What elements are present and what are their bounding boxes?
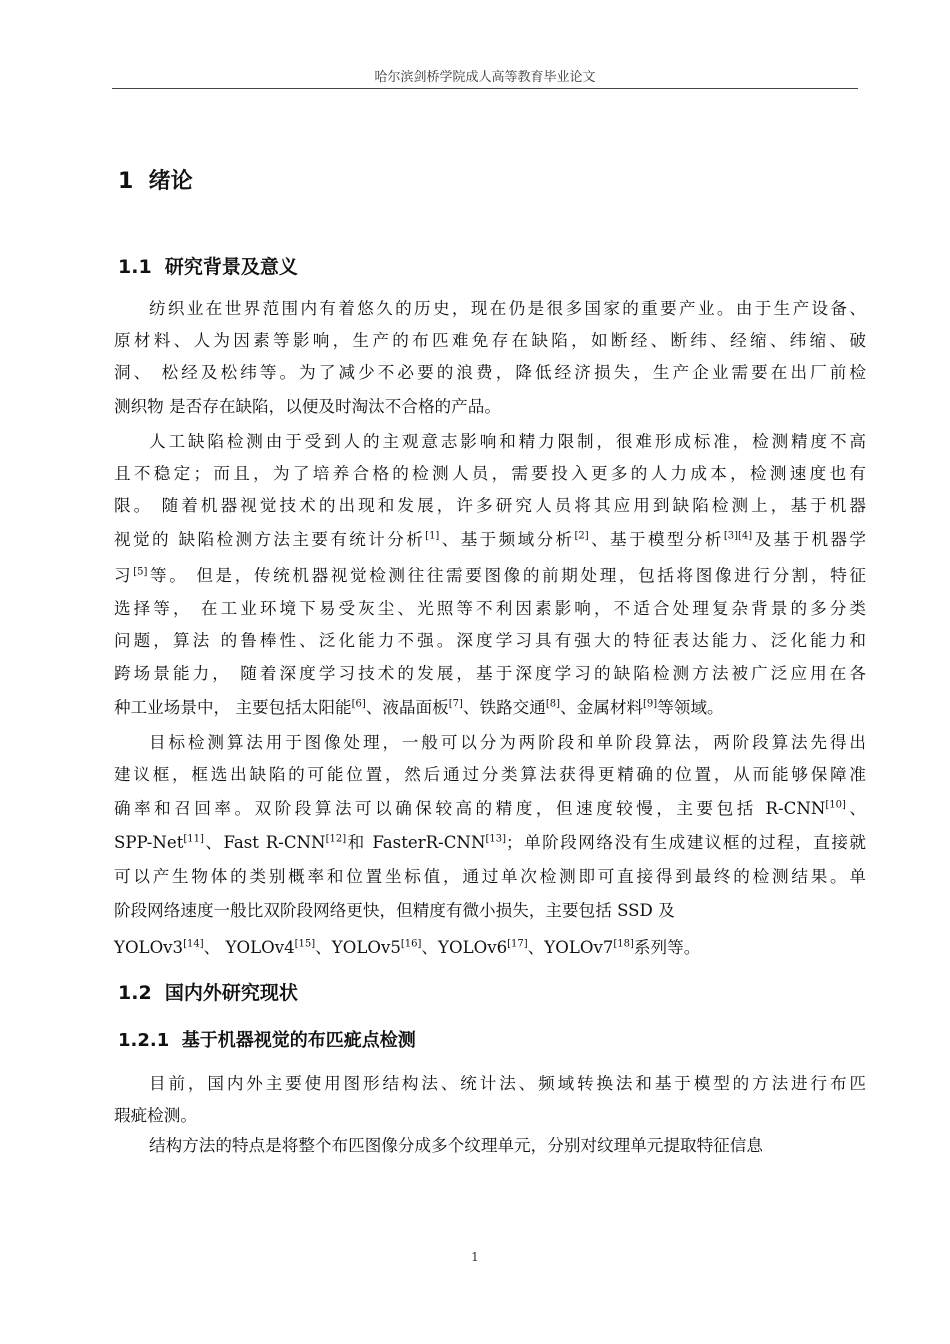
citation: [12] [325,833,347,845]
text-run: 、 YOLOv4 [203,938,295,957]
chapter-number: 1 [118,169,134,194]
text-run: 和 FasterR-CNN [346,833,486,852]
citation: [16] [400,938,422,950]
p3-line-6: 阶段网络速度一般比双阶段网络更快，但精度有微小损失，主要包括 SSD 及 [114,901,675,920]
citation: [8] [545,698,561,710]
p2-line-4 [114,525,866,555]
text-run: 、Fast R-CNN [203,833,326,852]
text-run: 、基于频域分析 [439,530,575,549]
text-run: 、 [845,799,867,818]
text-run: 、YOLOv6 [421,938,508,957]
text-run: 等。 但是，传统机器视觉检测往往需要图像的前期处理，包括将图像进行分割，特征 [147,566,867,585]
p1-line-1: 纺织业在世界范围内有着悠久的历史，现在仍是很多国家的重要产业。由于生产设备、 [149,299,866,318]
page-number: 1 [471,1250,479,1264]
citation: [11] [183,833,204,845]
text-run: 、基于模型分析 [588,530,724,549]
p1-line-3: 洞、 松经及松纬等。为了减少不必要的浪费，降低经济损失，生产企业需要在出厂前检 [114,363,866,382]
section-heading-1-2 [118,978,298,1005]
p3-line-3 [114,794,866,824]
p4-line-1: 目前，国内外主要使用图形结构法、统计法、频域转换法和基于模型的方法进行布匹 [149,1074,866,1093]
text-run: 视觉的 缺陷检测方法主要有统计分析 [114,530,426,549]
p2-line-7: 问题，算法 的鲁棒性、泛化能力不强。深度学习具有强大的特征表达能力、泛化能力和 [114,631,866,650]
citation: [7] [448,698,463,710]
citation: [2] [574,530,589,542]
chapter-heading [118,164,193,195]
text-run: 习 [114,566,134,585]
p3-line-2: 建议框，框选出缺陷的可能位置，然后通过分类算法获得更精确的位置，从而能够保障准 [114,765,866,784]
text-run: 等领域。 [657,698,724,717]
p2-line-3: 限。 随着机器视觉技术的出现和发展，许多研究人员将其应用到缺陷检测上，基于机器 [114,496,866,515]
text-run: 、YOLOv5 [315,938,401,957]
p3-line-1: 目标检测算法用于图像处理，一般可以分为两阶段和单阶段算法，两阶段算法先得出 [149,733,866,752]
running-header: 哈尔滨剑桥学院成人高等教育毕业论文 [374,70,596,85]
section-title: 国内外研究现状 [164,982,298,1004]
p2-line-9 [114,693,866,723]
citation: [1] [425,530,440,542]
p1-line-4: 测织物 是否存在缺陷，以便及时淘汰不合格的产品。 [114,397,501,416]
text-run: 、YOLOv7 [527,938,614,957]
text-run: 种工业场景中， 主要包括太阳能 [114,698,352,717]
section-number: 1.1 [118,256,152,278]
subsection-number: 1.2.1 [118,1030,170,1051]
p3-line-7 [114,933,866,963]
citation: [13] [485,833,506,845]
p2-line-6: 选择等， 在工业环境下易受灰尘、光照等不利因素影响，不适合处理复杂背景的多分类 [114,599,866,618]
header-rule [112,88,858,89]
citation: [18] [613,938,634,950]
text-run: SPP-Net [114,833,184,852]
text-run: 、金属材料 [560,698,644,717]
p5-line-1: 结构方法的特点是将整个布匹图像分成多个纹理单元，分别对纹理单元提取特征信息 [149,1136,763,1155]
p1-line-2: 原材料、人为因素等影响，生产的布匹难免存在缺陷，如断经、断纬、经缩、纬缩、破 [114,331,866,350]
text-run: 系列等。 [633,938,701,957]
p3-line-4 [114,828,866,858]
section-heading-1-1 [118,252,298,279]
section-title: 研究背景及意义 [164,256,298,278]
text-run: 确率和召回率。双阶段算法可以确保较高的精度，但速度较慢，主要包括 R-CNN [114,799,826,818]
citation: [3][4] [723,530,753,542]
citation: [9] [643,698,658,710]
text-run: YOLOv3 [114,938,184,957]
p2-line-2: 且不稳定；而且，为了培养合格的检测人员，需要投入更多的人力成本，检测速度也有 [114,464,866,483]
text-run: ；单阶段网络没有生成建议框的过程，直接就 [506,833,867,852]
p2-line-8: 跨场景能力， 随着深度学习技术的发展，基于深度学习的缺陷检测方法被广泛应用在各 [114,664,866,683]
citation: [5] [133,566,148,578]
subsection-heading-1-2-1 [118,1026,416,1052]
text-run: 、铁路交通 [462,698,546,717]
citation: [6] [351,698,366,710]
citation: [14] [183,938,204,950]
citation: [10] [825,799,846,811]
text-run: 及基于机器学 [752,530,867,549]
citation: [15] [294,938,316,950]
p4-line-2: 瑕疵检测。 [114,1106,197,1125]
p3-line-5: 可以产生物体的类别概率和位置坐标值，通过单次检测即可直接得到最终的检测结果。单 [114,867,866,886]
text-run: 、液晶面板 [365,698,449,717]
subsection-title: 基于机器视觉的布匹疵点检测 [181,1030,416,1051]
section-number: 1.2 [118,982,152,1004]
p2-line-1: 人工缺陷检测由于受到人的主观意志影响和精力限制，很难形成标准，检测精度不高 [149,432,866,451]
p2-line-5 [114,561,866,591]
citation: [17] [507,938,528,950]
chapter-title: 绪论 [148,169,193,194]
